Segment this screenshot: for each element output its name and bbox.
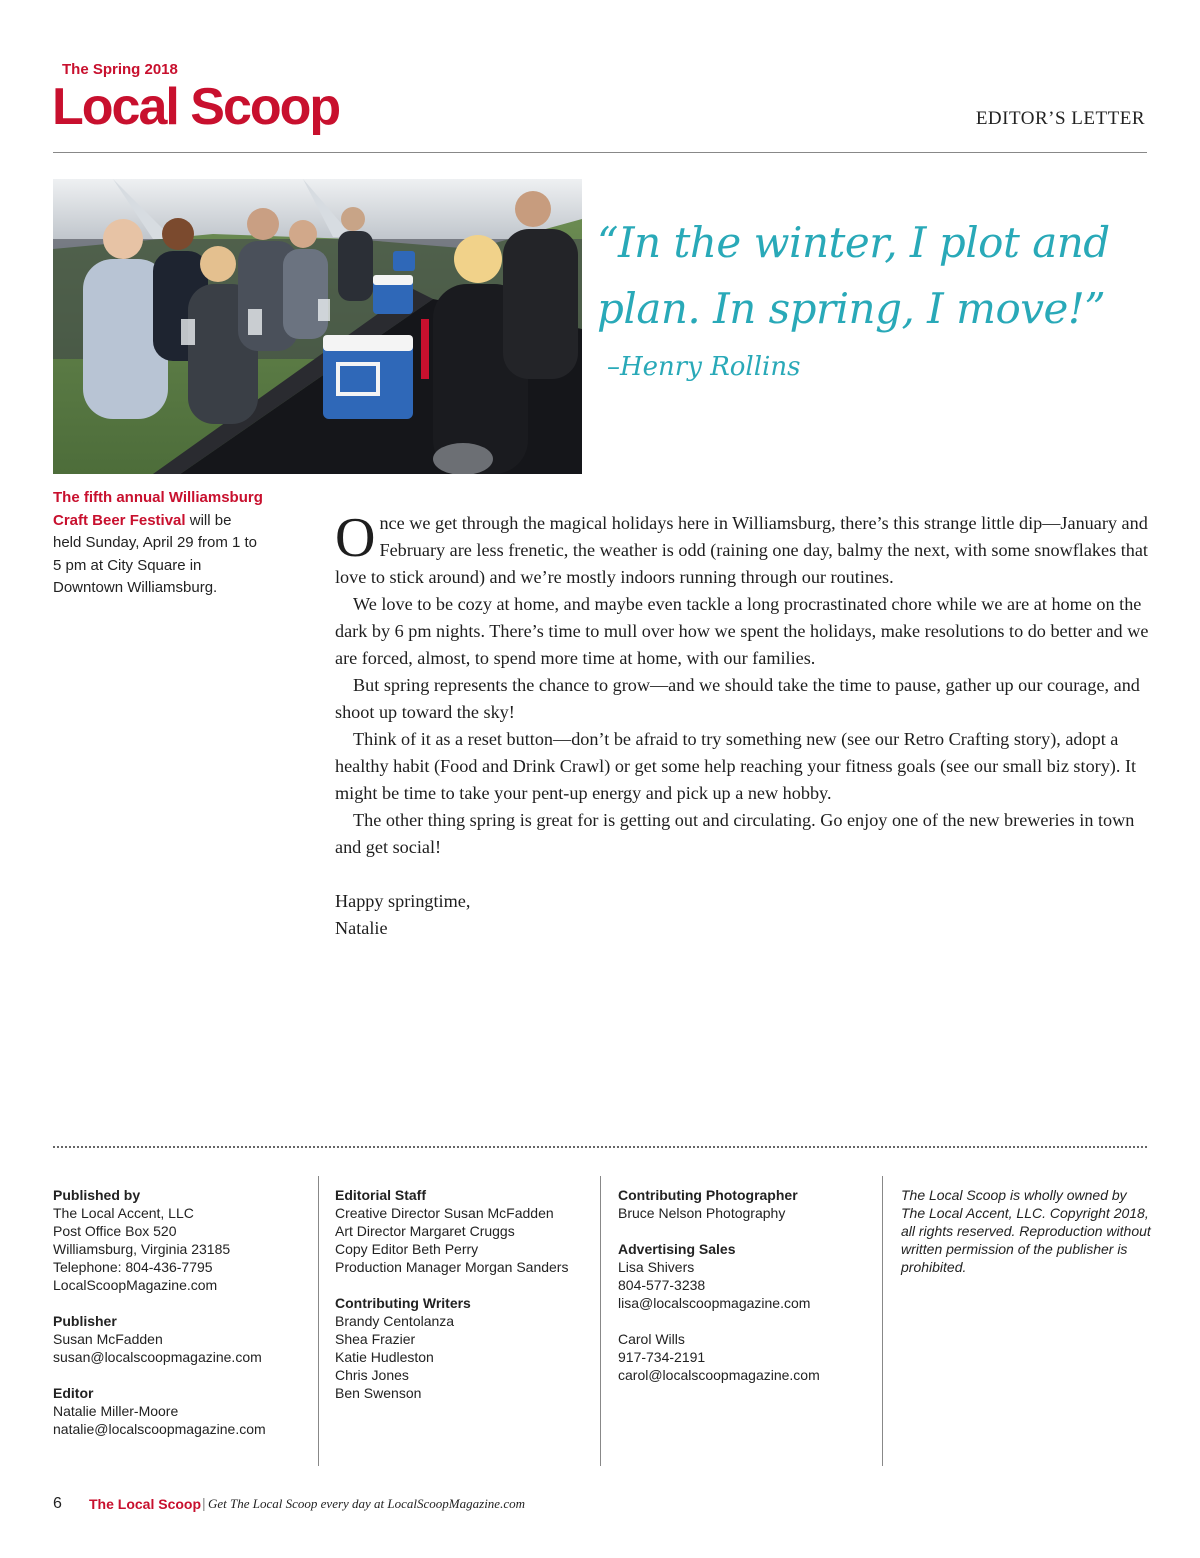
photographer-line: Bruce Nelson Photography	[618, 1205, 786, 1221]
drop-cap: O	[335, 507, 376, 569]
caption-text: will be held Sunday, April 29 from 1 to 5 pm at City Square in Downtown Williamsburg.	[53, 511, 258, 596]
editorial-staff-line: Production Manager Morgan Sanders	[335, 1259, 569, 1275]
editor-heading: Editor	[53, 1385, 94, 1401]
editorial-staff-heading: Editorial Staff	[335, 1187, 427, 1203]
staff-column-photo-ads	[618, 1186, 878, 1384]
editor-line: Natalie Miller-Moore	[53, 1403, 179, 1419]
column-divider	[882, 1176, 883, 1466]
photo-caption	[53, 487, 263, 600]
footer-brand: The Local Scoop	[89, 1496, 202, 1512]
advertising-line: 804-577-3238	[618, 1277, 706, 1293]
staff-column-editorial	[335, 1186, 585, 1402]
letter-paragraph-4: Think of it as a reset button—don’t be afraid to try something new (see our Retro Crafting story), adopt a healthy habit (Food and Drink Crawl) or get some help reaching your fitness goals (see our small biz story). It might be time to take your pent-up energy and pick up a new hobby.	[335, 729, 1137, 803]
header-rule	[53, 152, 1147, 153]
staff-column-publishing	[53, 1186, 303, 1438]
published-by-heading: Published by	[53, 1187, 141, 1203]
letter-signature: Natalie	[335, 918, 388, 938]
editor-line: natalie@localscoopmagazine.com	[53, 1421, 266, 1437]
published-by-line: Post Office Box 520	[53, 1223, 177, 1239]
issue-label: The Spring 2018	[62, 61, 178, 78]
footer-separator: |	[202, 1495, 206, 1511]
magazine-logo: Local Scoop	[52, 78, 340, 136]
ownership-notice: The Local Scoop is wholly owned by The Local Accent, LLC. Copyright 2018, all rights reserved. Reproduction without written permission of the publisher is prohibited.	[901, 1187, 1151, 1275]
page-number: 6	[53, 1495, 62, 1512]
photographer-heading: Contributing Photographer	[618, 1187, 798, 1203]
publisher-line: Susan McFadden	[53, 1331, 163, 1347]
published-by-line: The Local Accent, LLC	[53, 1205, 194, 1221]
writer-name: Brandy Centolanza	[335, 1313, 455, 1329]
editors-letter	[335, 507, 1150, 942]
editorial-staff-line: Creative Director Susan McFadden	[335, 1205, 554, 1221]
publisher-line: susan@localscoopmagazine.com	[53, 1349, 262, 1365]
dotted-divider	[53, 1146, 1147, 1148]
photo-illustration	[53, 179, 582, 474]
letter-signoff: Happy springtime,	[335, 891, 471, 911]
published-by-line: LocalScoopMagazine.com	[53, 1277, 218, 1293]
pull-quote: “In the winter, I plot and plan. In spring, I move!”	[597, 218, 1110, 333]
letter-paragraph-1: Once we get through the magical holidays here in Williamsburg, there’s this strange little dip—January and February are less frenetic, the weather is odd (raining one day, balmy the next, with some snowflakes that love to stick around) and we’re mostly indoors running through our routines.	[335, 507, 1148, 587]
contributing-writers-heading: Contributing Writers	[335, 1295, 471, 1311]
column-divider	[600, 1176, 601, 1466]
letter-paragraph-2: We love to be cozy at home, and maybe even tackle a long procrastinated chore while we are at home on the dark by 6 pm nights. There’s time to mull over how we spent the holidays, make resolutions to do better and we are forced, almost, to spend more time at home, with our families.	[335, 594, 1149, 668]
publisher-heading: Publisher	[53, 1313, 117, 1329]
advertising-line: Lisa Shivers	[618, 1259, 695, 1275]
editorial-staff-line: Copy Editor Beth Perry	[335, 1241, 479, 1257]
writer-name: Ben Swenson	[335, 1385, 422, 1401]
advertising-line: lisa@localscoopmagazine.com	[618, 1295, 811, 1311]
column-divider	[318, 1176, 319, 1466]
published-by-line: Williamsburg, Virginia 23185	[53, 1241, 231, 1257]
letter-paragraph-3: But spring represents the chance to grow—and we should take the time to pause, gather up our courage, and shoot up toward the sky!	[335, 675, 1140, 722]
writer-name: Chris Jones	[335, 1367, 409, 1383]
editorial-staff-line: Art Director Margaret Cruggs	[335, 1223, 515, 1239]
letter-paragraph-5: The other thing spring is great for is getting out and circulating. Go enjoy one of the new breweries in town and get social!	[335, 810, 1135, 857]
footer-tagline: Get The Local Scoop every day at LocalScoopMagazine.com	[208, 1496, 525, 1511]
writer-name: Shea Frazier	[335, 1331, 416, 1347]
caption-highlight: The fifth annual Williamsburg Craft Beer Festival	[53, 489, 263, 529]
quote-author: –Henry Rollins	[607, 352, 801, 382]
writer-name: Katie Hudleston	[335, 1349, 434, 1365]
advertising-line: carol@localscoopmagazine.com	[618, 1367, 820, 1383]
advertising-line: 917-734-2191	[618, 1349, 706, 1365]
advertising-heading: Advertising Sales	[618, 1241, 736, 1257]
advertising-line: Carol Wills	[618, 1331, 685, 1347]
beer-festival-photo	[53, 179, 582, 474]
section-title: EDITOR’S LETTER	[975, 108, 1145, 129]
published-by-line: Telephone: 804-436-7795	[53, 1259, 213, 1275]
